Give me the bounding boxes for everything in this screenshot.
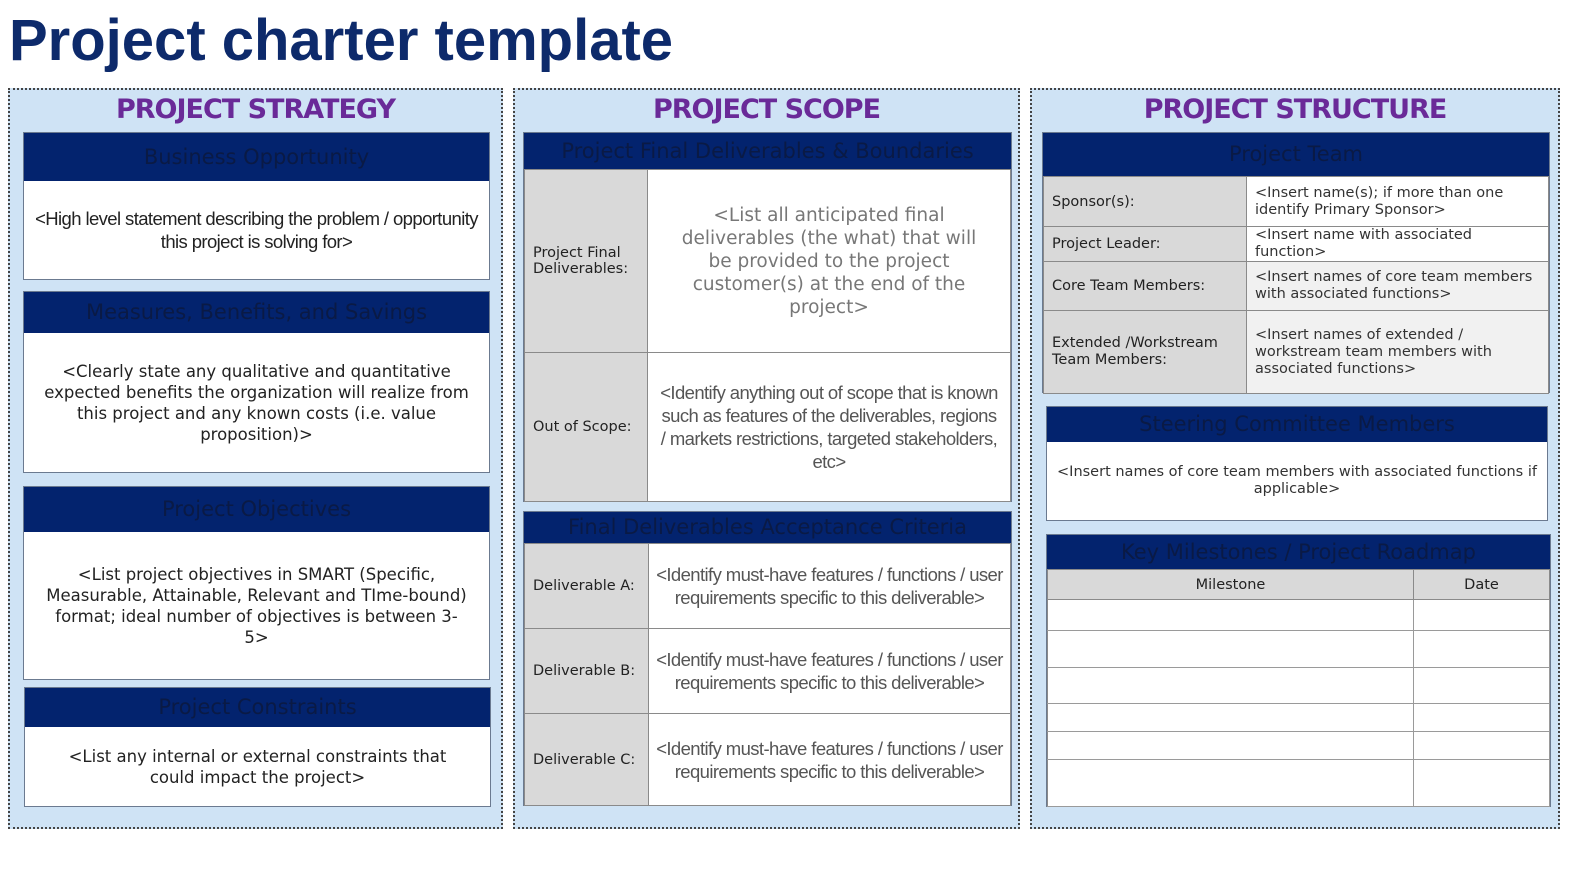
milestones-table	[1047, 569, 1550, 807]
row-label: Project Leader:	[1044, 227, 1247, 262]
business-opportunity-box	[23, 132, 490, 280]
row-value[interactable]: <Insert names of extended / workstream team members with associated functions>	[1247, 311, 1549, 394]
milestone-column-header: Milestone	[1048, 570, 1414, 600]
steering-committee-box	[1046, 406, 1548, 521]
table-row	[1048, 631, 1550, 668]
steering-committee-header: Steering Committee Members	[1047, 407, 1547, 442]
constraints-header: Project Constraints	[25, 688, 490, 727]
table-row	[525, 170, 1011, 353]
table-row	[1044, 262, 1549, 311]
row-value[interactable]: <Identify must-have features / functions / user requirements specific to this deliverable>	[649, 629, 1011, 714]
row-label: Deliverable A:	[525, 544, 649, 629]
benefits-header: Measures, Benefits, and Savings	[24, 292, 489, 333]
date-cell[interactable]	[1414, 732, 1550, 760]
row-value[interactable]: <Insert name(s); if more than one identify Primary Sponsor>	[1247, 177, 1549, 227]
project-strategy-panel	[8, 88, 503, 829]
row-label: Project Final Deliverables:	[525, 170, 648, 353]
row-label: Out of Scope:	[525, 353, 648, 502]
row-label: Core Team Members:	[1044, 262, 1247, 311]
acceptance-criteria-box	[523, 511, 1012, 806]
row-label: Deliverable C:	[525, 714, 649, 806]
milestone-cell[interactable]	[1048, 704, 1414, 732]
row-label: Deliverable B:	[525, 629, 649, 714]
project-team-box	[1042, 132, 1550, 393]
table-row	[1048, 760, 1550, 807]
table-row	[1044, 177, 1549, 227]
table-row	[1044, 311, 1549, 394]
row-label: Sponsor(s):	[1044, 177, 1247, 227]
row-value[interactable]: <Insert name with associated function>	[1247, 227, 1549, 262]
table-row	[1048, 704, 1550, 732]
table-row	[1048, 668, 1550, 704]
deliverables-boundaries-box	[523, 132, 1012, 502]
milestones-box	[1046, 534, 1551, 807]
project-team-table	[1043, 176, 1549, 394]
table-row	[1048, 732, 1550, 760]
business-opportunity-header: Business Opportunity	[24, 133, 489, 181]
milestones-header-row	[1048, 570, 1550, 600]
project-scope-heading: PROJECT SCOPE	[652, 94, 881, 125]
objectives-header: Project Objectives	[24, 487, 489, 532]
acceptance-criteria-header: Final Deliverables Acceptance Criteria	[524, 512, 1011, 543]
row-value[interactable]: <Identify must-have features / functions / user requirements specific to this deliverable>	[649, 544, 1011, 629]
acceptance-table	[524, 543, 1011, 806]
table-row	[525, 714, 1011, 806]
table-row	[525, 544, 1011, 629]
project-structure-heading: PROJECT STRUCTURE	[1143, 94, 1447, 125]
project-strategy-heading: PROJECT STRATEGY	[115, 94, 396, 125]
row-value[interactable]: <Identify anything out of scope that is known such as features of the deliverables, regions / markets restrictions, targeted stakeholders, etc>	[648, 353, 1011, 502]
deliverables-table	[524, 169, 1011, 502]
row-value[interactable]: <Insert names of core team members with associated functions>	[1247, 262, 1549, 311]
milestone-cell[interactable]	[1048, 668, 1414, 704]
row-label: Extended /Workstream Team Members:	[1044, 311, 1247, 394]
table-row	[1048, 600, 1550, 631]
project-team-header: Project Team	[1043, 133, 1549, 176]
date-cell[interactable]	[1414, 760, 1550, 807]
row-value[interactable]: <Identify must-have features / functions / user requirements specific to this deliverable>	[649, 714, 1011, 806]
row-value[interactable]: <List all anticipated final deliverables (the what) that will be provided to the project customer(s) at the end of the project>	[648, 170, 1011, 353]
project-structure-panel	[1030, 88, 1560, 829]
constraints-box	[24, 687, 491, 807]
page-title: Project charter template	[9, 8, 674, 73]
steering-committee-text[interactable]: <Insert names of core team members with associated functions if applicable>	[1057, 464, 1537, 497]
table-row	[525, 353, 1011, 502]
constraints-text[interactable]: <List any internal or external constraints that could impact the project>	[68, 746, 447, 787]
milestone-cell[interactable]	[1048, 600, 1414, 631]
business-opportunity-text[interactable]: <High level statement describing the problem / opportunity this project is solving for>	[35, 208, 478, 252]
table-row	[1044, 227, 1549, 262]
benefits-box	[23, 291, 490, 473]
milestone-cell[interactable]	[1048, 760, 1414, 807]
deliverables-boundaries-header: Project Final Deliverables & Boundaries	[524, 133, 1011, 169]
table-row	[525, 629, 1011, 714]
date-cell[interactable]	[1414, 631, 1550, 668]
objectives-box	[23, 486, 490, 680]
benefits-text[interactable]: <Clearly state any qualitative and quantitative expected benefits the organization will realize from this project and any known costs (i.e. value proposition)>	[44, 361, 469, 444]
date-cell[interactable]	[1414, 600, 1550, 631]
objectives-text[interactable]: <List project objectives in SMART (Specific, Measurable, Attainable, Relevant and TIme-bound) format; ideal number of objectives is between 3-5>	[46, 564, 467, 647]
milestone-cell[interactable]	[1048, 732, 1414, 760]
date-cell[interactable]	[1414, 668, 1550, 704]
project-scope-panel	[513, 88, 1020, 829]
milestone-cell[interactable]	[1048, 631, 1414, 668]
date-cell[interactable]	[1414, 704, 1550, 732]
milestones-header: Key Milestones / Project Roadmap	[1047, 535, 1550, 569]
date-column-header: Date	[1414, 570, 1550, 600]
